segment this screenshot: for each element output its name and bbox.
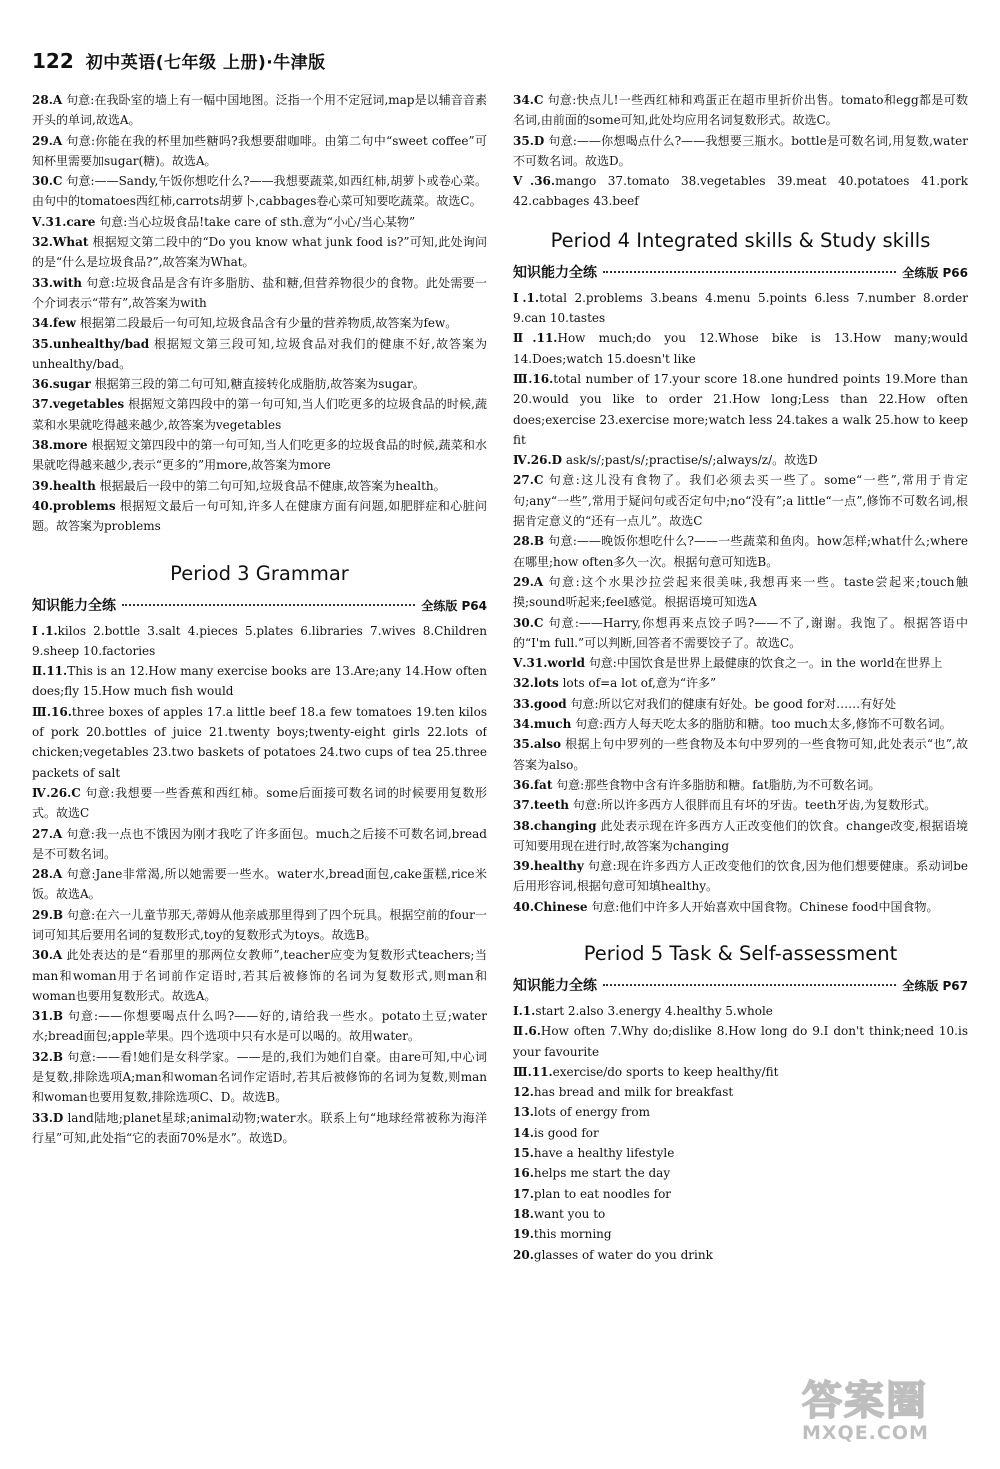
answer-text: 此处表示现在许多西方人正改变他们的饮食。change改变,根据语境可知要用现在进行时,故答案为changing xyxy=(513,818,968,853)
answer-number: Ⅲ.11. xyxy=(513,1064,553,1079)
answer-number: 12. xyxy=(513,1085,534,1100)
answer-entry xyxy=(32,232,487,273)
period-4-heading: Period 4 Integrated skills & Study skills xyxy=(550,228,931,252)
answer-text: 根据短文第二段中的“Do you know what junk food is?”可知,此处询问的是“什么是垃圾食品?”,故答案为What。 xyxy=(32,235,487,270)
answer-number: Ⅴ.36. xyxy=(513,174,556,189)
answer-entry xyxy=(513,1224,968,1244)
answer-number: 33.with xyxy=(32,275,83,290)
answer-number: 32.B xyxy=(32,1049,64,1064)
answer-text: 句意:快点儿!一些西红柿和鸡蛋正在超市里折价出售。tomato和egg都是可数名词,由前面的some可知,此处均应用名词复数形式。故选C。 xyxy=(513,93,968,128)
answer-entry xyxy=(513,1062,968,1082)
answer-text: 句意:Jane非常渴,所以她需要一些水。water水,bread面包,cake蛋糕,rice米饭。故选A。 xyxy=(32,867,487,902)
dotted-leader xyxy=(603,984,896,986)
answer-entry xyxy=(513,1082,968,1102)
answer-entry xyxy=(513,1001,968,1021)
answer-number: 27.A xyxy=(32,826,63,841)
section-subheading xyxy=(32,593,487,619)
answer-entry xyxy=(32,476,487,496)
answer-text: 句意:当心垃圾食品!take care of sth.意为“小心/当心某物” xyxy=(95,214,416,229)
answer-number: Ⅲ.16. xyxy=(32,704,72,719)
answer-entry xyxy=(32,171,487,212)
answer-text: How often 7.Why do;dislike 8.How long do 9.I don't think;need 10.is your favourite xyxy=(513,1024,968,1059)
section-subheading xyxy=(513,973,968,999)
answer-number: 39.healthy xyxy=(513,859,584,874)
answer-number: 35.also xyxy=(513,737,561,752)
answer-text: 句意:——你想要喝点什么吗?——好的,请给我一些水。potato土豆;water水;bread面包;apple苹果。四个选项中只有水是可以喝的。故用water。 xyxy=(32,1009,487,1044)
answer-text: kilos 2.bottle 3.salt 4.pieces 5.plates 6.libraries 7.wives 8.Children 9.sheep 10.factories xyxy=(32,623,487,658)
answer-number: 29.A xyxy=(32,133,63,148)
answer-entry xyxy=(513,856,968,897)
dotted-leader xyxy=(122,604,415,606)
answer-number: 29.A xyxy=(513,574,544,589)
answer-text: is good for xyxy=(533,1125,599,1140)
answer-entry xyxy=(32,435,487,476)
answer-text: 句意:——Sandy,午饭你想吃什么?——我想要蔬菜,如西红柿,胡萝卜或卷心菜。由句中的tomatoes西红柿,carrots胡萝卜,cabbages卷心菜可知要吃蔬菜。故选C。 xyxy=(32,174,487,209)
page-reference: 全练版 P67 xyxy=(902,978,968,993)
answer-entry xyxy=(513,531,968,572)
answer-text: 句意:——你想喝点什么?——我想要三瓶水。bottle是可数名词,用复数,water不可数名词。故选D。 xyxy=(513,133,968,168)
answer-entry xyxy=(32,1108,487,1149)
answer-number: 35.unhealthy/bad xyxy=(32,336,150,351)
answer-entry xyxy=(513,775,968,795)
answer-text: total number of 17.your score 18.one hundred points 19.More than 20.would you like to order 21.How long;Less than 22.How often does;exercise 23.exercise more;watch less 24.takes a walk 25.how to keep fit xyxy=(513,371,968,447)
answer-number: Ⅰ.1. xyxy=(513,1003,536,1018)
answer-entry xyxy=(32,374,487,394)
answer-entry xyxy=(513,288,968,329)
answer-number: 34.much xyxy=(513,717,572,732)
answer-entry xyxy=(32,824,487,865)
answer-entry xyxy=(32,313,487,333)
answer-number: 39.health xyxy=(32,478,96,493)
answer-number: 30.C xyxy=(513,615,544,630)
answer-text: 根据最后一段中的第二句可知,垃圾食品不健康,故答案为health。 xyxy=(95,478,446,493)
answer-text: 句意:在我卧室的墙上有一幅中国地图。泛指一个用不定冠词,map是以辅音音素开头的单词,故选A。 xyxy=(32,93,487,128)
answer-text: 根据第三段的第二句可知,糖直接转化成脂肪,故答案为sugar。 xyxy=(90,377,425,392)
answer-entry xyxy=(32,702,487,783)
answer-text: land陆地;planet星球;animal动物;water水。联系上句“地球经常被称为海洋行星”可知,此处指“它的表面70%是水”。故选D。 xyxy=(32,1110,487,1145)
left-column xyxy=(32,90,487,1148)
answer-number: 15. xyxy=(513,1146,534,1161)
answer-text: this morning xyxy=(533,1227,612,1242)
section-label: 知识能力全练 xyxy=(32,597,116,614)
answer-number: 28.A xyxy=(32,867,63,882)
answer-number: 36.fat xyxy=(513,777,553,792)
answer-text: mango 37.tomato 38.vegetables 39.meat 40.potatoes 41.pork 42.cabbages 43.beef xyxy=(513,174,968,209)
answer-list xyxy=(32,621,487,1149)
answer-list xyxy=(513,1001,968,1265)
answer-text: helps me start the day xyxy=(533,1166,671,1181)
answer-entry xyxy=(513,171,968,212)
answer-entry xyxy=(513,714,968,734)
answer-text: 句意:你能在我的杯里加些糖吗?我想要甜咖啡。由第二句中“sweet coffee”可知杯里需要加sugar(糖)。故选A。 xyxy=(32,133,487,168)
answer-number: Ⅱ.11. xyxy=(513,331,558,346)
answer-text: 句意:西方人每天吃太多的脂肪和糖。too much太多,修饰不可数名词。 xyxy=(571,717,952,732)
answer-entry xyxy=(32,496,487,537)
answer-text: 此处表达的是“看那里的那两位女教师”,teacher应变为复数形式teachers;当man和woman用于名词前作定语时,若其后被修饰的名词为复数形式,则man和woman也要用复数形式。故选A。 xyxy=(32,948,487,1003)
answer-number: 34.few xyxy=(32,316,77,331)
answer-number: 33.D xyxy=(32,1110,64,1125)
section-label: 知识能力全练 xyxy=(513,264,597,281)
answer-number: 14. xyxy=(513,1125,534,1140)
answer-number: 37.vegetables xyxy=(32,397,125,412)
answer-entry xyxy=(513,694,968,714)
answer-entry xyxy=(513,1163,968,1183)
answer-list xyxy=(32,90,487,537)
answer-number: 34.C xyxy=(513,93,544,107)
answer-number: 31.B xyxy=(32,1009,64,1024)
right-column xyxy=(513,90,968,1265)
answer-text: 句意:在六一儿童节那天,蒂姆从他亲戚那里得到了四个玩具。根据空前的four一词可知其后要用名词的复数形式,toy的复数形式为toys。故选B。 xyxy=(32,907,487,942)
answer-number: 40.Chinese xyxy=(513,899,588,914)
answer-number: Ⅳ.26.C xyxy=(32,785,81,800)
answer-text: This is an 12.How many exercise books are 13.Are;any 14.How often does;fly 15.How much fish would xyxy=(32,664,487,699)
answer-number: 19. xyxy=(513,1227,534,1242)
answer-entry xyxy=(513,653,968,673)
answer-text: lots of=a lot of,意为“许多” xyxy=(558,676,717,691)
answer-entry xyxy=(513,795,968,815)
answer-text: 句意:现在许多西方人正改变他们的饮食,因为他们想要健康。系动词be后用形容词,根据句意可知填healthy。 xyxy=(513,859,968,894)
answer-text: glasses of water do you drink xyxy=(533,1247,713,1262)
page-reference: 全练版 P66 xyxy=(902,265,968,280)
answer-entry xyxy=(32,945,487,1006)
answer-text: has bread and milk for breakfast xyxy=(533,1085,734,1100)
answer-number: 18. xyxy=(513,1206,534,1221)
answer-entry xyxy=(513,450,968,470)
answer-number: 32.What xyxy=(32,235,89,250)
page-reference: 全练版 P64 xyxy=(421,598,487,613)
answer-text: total 2.problems 3.beans 4.menu 5.points 6.less 7.number 8.order 9.can 10.tastes xyxy=(513,290,968,326)
answer-number: 36.sugar xyxy=(32,377,91,392)
answer-entry xyxy=(32,273,487,314)
answer-entry xyxy=(513,369,968,450)
answer-number: Ⅳ.26.D xyxy=(513,453,563,468)
answer-text: 句意:那些食物中含有许多脂肪和糖。fat脂肪,为不可数名词。 xyxy=(552,777,881,792)
answer-number: 38.changing xyxy=(513,818,597,833)
answer-text: 根据上句中罗列的一些食物及本句中罗列的一些食物可知,此处表示“也”,故答案为also。 xyxy=(513,737,968,772)
answer-number: 13. xyxy=(513,1105,534,1120)
answer-list xyxy=(513,90,968,212)
answer-number: 20. xyxy=(513,1247,534,1262)
section-subheading xyxy=(513,260,968,286)
answer-number: 16. xyxy=(513,1166,534,1181)
answer-text: 句意:我一点也不饿因为刚才我吃了许多面包。much之后接不可数名词,bread是不可数名词。 xyxy=(32,826,487,861)
answer-number: 28.A xyxy=(32,93,63,107)
answer-number: 28.B xyxy=(513,534,545,549)
answer-number: 29.B xyxy=(32,907,64,922)
answer-list xyxy=(513,288,968,917)
answer-entry xyxy=(513,90,968,131)
answer-entry xyxy=(513,572,968,613)
answer-text: lots of energy from xyxy=(533,1105,650,1120)
period-5-heading: Period 5 Task & Self-assessment xyxy=(583,941,898,965)
answer-entry xyxy=(513,1245,968,1265)
answer-entry xyxy=(32,90,487,131)
answer-entry xyxy=(513,1102,968,1122)
answer-text: 句意:所以它对我们的健康有好处。be good for对……有好处 xyxy=(566,696,897,711)
answer-number: 37.teeth xyxy=(513,798,569,813)
answer-number: Ⅲ.16. xyxy=(513,371,554,386)
watermark-logo xyxy=(802,1369,982,1447)
answer-entry xyxy=(513,470,968,531)
answer-text: exercise/do sports to keep healthy/fit xyxy=(552,1064,779,1079)
answer-text: 根据第二段最后一句可知,垃圾食品含有少量的营养物质,故答案为few。 xyxy=(76,316,458,331)
answer-entry xyxy=(32,661,487,702)
watermark-site: MXQE.COM xyxy=(802,1422,929,1444)
answer-entry xyxy=(513,1204,968,1224)
answer-text: 句意:这儿没有食物了。我们必须去买一些了。some“一些”,常用于肯定句;any“一些”,常用于疑问句或否定句中;no“没有”;a little“一点”,修饰不可数名词,根据肯定意义的“还有一点儿”。故选C xyxy=(513,473,968,529)
book-title: 初中英语(七年级 上册)·牛津版 xyxy=(85,53,326,73)
answer-text: three boxes of apples 17.a little beef 18.a few tomatoes 19.ten kilos of pork 20.bottles of juice 21.twenty boys;twenty-eight girls 22.lots of chicken;vegetables 23.two baskets of potatoes 24.two cups of tea 25.three packets of salt xyxy=(32,704,487,780)
period-3-heading: Period 3 Grammar xyxy=(170,561,349,585)
answer-text: 根据短文最后一句可知,许多人在健康方面有问题,如肥胖症和心脏问题。故答案为problems xyxy=(32,498,487,534)
answer-entry xyxy=(32,621,487,662)
answer-text: have a healthy lifestyle xyxy=(533,1146,675,1161)
answer-number: 32.lots xyxy=(513,676,559,691)
answer-text: plan to eat noodles for xyxy=(533,1186,672,1201)
answer-text: want you to xyxy=(533,1206,606,1221)
answer-entry xyxy=(513,1021,968,1062)
answer-number: 35.D xyxy=(513,133,545,148)
answer-text: 句意:——看!她们是女科学家。——是的,我们为她们自豪。由are可知,中心词是复数,排除选项A;man和woman名词作定语时,若其后被修饰的名词为复数,则man和woman也要用复数,排除选项C、D。故选B。 xyxy=(32,1049,487,1105)
answer-entry xyxy=(32,394,487,435)
answer-text: 根据短文第三段可知,垃圾食品对我们的健康不好,故答案为unhealthy/bad。 xyxy=(32,336,487,371)
answer-number: 17. xyxy=(513,1186,534,1201)
answer-entry xyxy=(513,1123,968,1143)
answer-text: 句意:——晚饭你想吃什么?——一些蔬菜和鱼肉。how怎样;what什么;where在哪里;how often多久一次。根据句意可知选B。 xyxy=(513,534,968,569)
answer-number: 30.A xyxy=(32,948,63,963)
answer-entry xyxy=(32,783,487,824)
answer-text: 根据短文第四段中的第一句可知,当人们吃更多的垃圾食品的时候,蔬菜和水果就吃得越来越少,故答案为vegetables xyxy=(32,397,487,432)
answer-entry xyxy=(513,897,968,917)
answer-entry xyxy=(32,864,487,905)
answer-text: 句意:所以许多西方人很胖而且有坏的牙齿。teeth牙齿,为复数形式。 xyxy=(568,798,937,813)
answer-number: Ⅰ.1. xyxy=(32,623,58,638)
page-number: 122 xyxy=(32,49,74,73)
answer-number: Ⅴ.31.world xyxy=(513,656,585,671)
answer-number: Ⅰ.1. xyxy=(513,290,540,305)
answer-text: ask/s/;past/s/;practise/s/;always/z/。故选D xyxy=(562,453,818,468)
watermark-text: 答案圈 xyxy=(802,1378,928,1424)
answer-number: 40.problems xyxy=(32,498,116,513)
answer-number: Ⅱ.6. xyxy=(513,1024,541,1039)
answer-number: Ⅱ.11. xyxy=(32,664,68,679)
answer-entry xyxy=(513,131,968,172)
answer-entry xyxy=(32,334,487,375)
answer-entry xyxy=(32,1006,487,1047)
answer-entry xyxy=(32,1047,487,1108)
answer-text: 句意:我想要一些香蕉和西红柿。some后面接可数名词的时候要用复数形式。故选C xyxy=(32,785,487,821)
answer-text: 句意:他们中许多人开始喜欢中国食物。Chinese food中国食物。 xyxy=(587,899,939,914)
answer-entry xyxy=(513,328,968,369)
answer-number: 27.C xyxy=(513,473,544,488)
answer-entry xyxy=(513,673,968,693)
page-header xyxy=(32,48,326,76)
answer-text: 句意:中国饮食是世界上最健康的饮食之一。in the world在世界上 xyxy=(584,656,943,671)
answer-entry xyxy=(513,1143,968,1163)
answer-entry xyxy=(513,816,968,857)
answer-text: How much;do you 12.Whose bike is 13.How many;would 14.Does;watch 15.doesn't like xyxy=(513,331,968,366)
section-label: 知识能力全练 xyxy=(513,977,597,994)
answer-number: 38.more xyxy=(32,438,88,453)
dotted-leader xyxy=(603,271,896,273)
answer-entry xyxy=(513,734,968,775)
answer-text: start 2.also 3.energy 4.healthy 5.whole xyxy=(535,1003,773,1018)
answer-entry xyxy=(32,131,487,172)
answer-text: 句意:垃圾食品是含有许多脂肪、盐和糖,但营养物很少的食物。此处需要一个介词表示“带有”,故答案为with xyxy=(32,275,487,310)
answer-entry xyxy=(513,1184,968,1204)
answer-entry xyxy=(32,905,487,946)
answer-text: 根据短文第四段中的第一句可知,当人们吃更多的垃圾食品的时候,蔬菜和水果就吃得越来越少,表示“更多的”用more,故答案为more xyxy=(32,438,487,473)
answer-number: Ⅴ.31.care xyxy=(32,214,96,229)
answer-entry xyxy=(32,212,487,232)
answer-text: 句意:——Harry,你想再来点饺子吗?——不了,谢谢。我饱了。根据答语中的“I'm full.”可以判断,回答者不需要饺子了。故选C。 xyxy=(513,615,968,650)
answer-number: 30.C xyxy=(32,174,63,189)
answer-text: 句意:这个水果沙拉尝起来很美味,我想再来一些。taste尝起来;touch触摸;sound听起来;feel感觉。根据语境可知选A xyxy=(513,574,968,610)
answer-number: 33.good xyxy=(513,696,567,711)
answer-entry xyxy=(513,613,968,654)
